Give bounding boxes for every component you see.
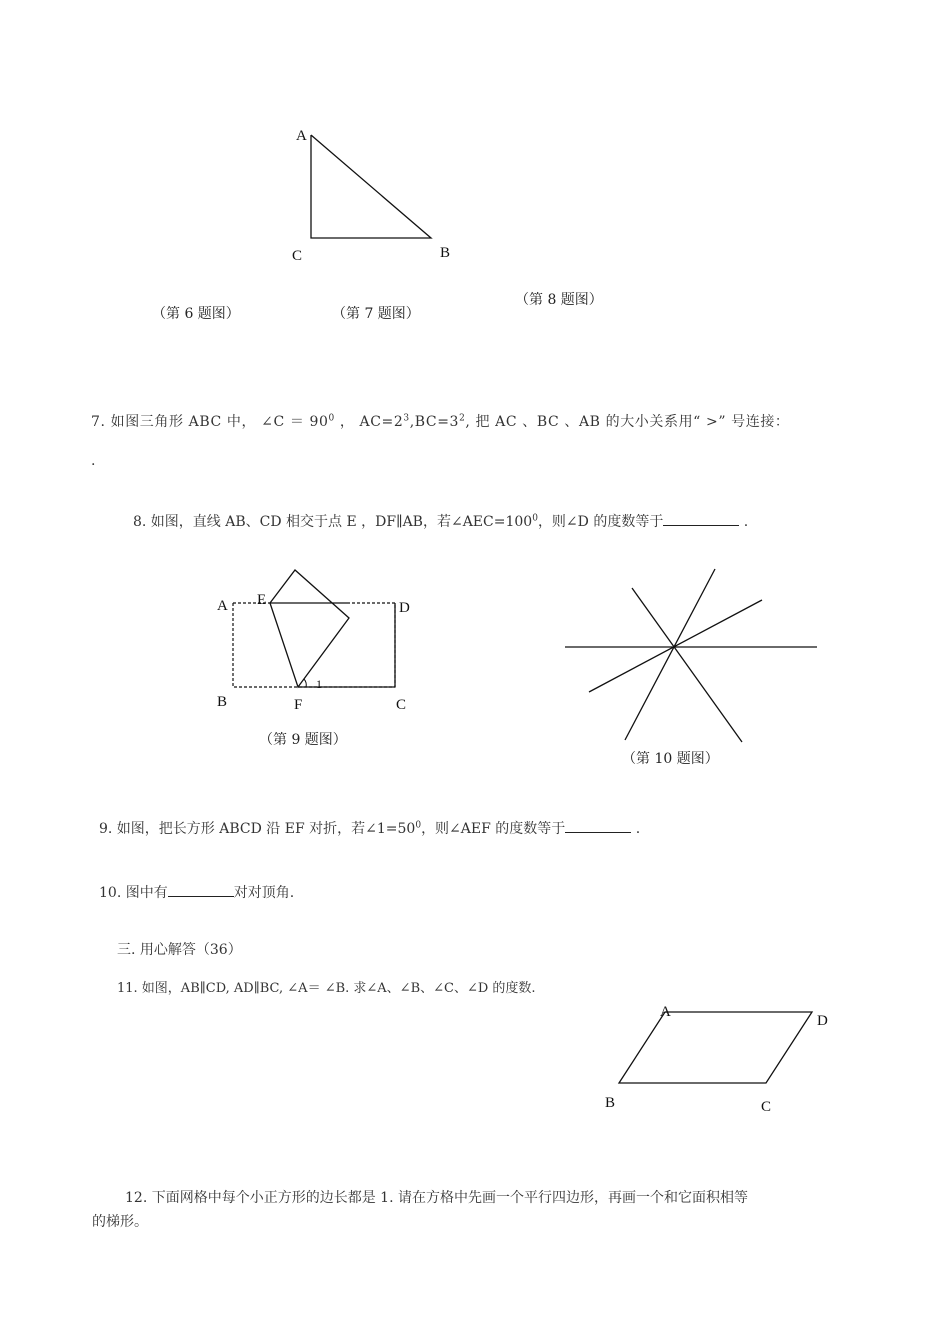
q7-text-b: ， AC=2 (334, 414, 404, 430)
q8-text-a: 8. 如图，直线 AB、CD 相交于点 E ，DF∥AB，若∠AEC=100 (133, 514, 533, 530)
triangle-abc-figure (311, 135, 431, 238)
fig7-label-b: B (440, 245, 451, 261)
question-9 (99, 818, 640, 838)
question-11: 11. 如图，AB∥CD, AD∥BC, ∠A＝ ∠B. 求∠A、∠B、∠C、∠D 的度数. (117, 981, 536, 996)
fig6-caption: （第 6 题图） (152, 306, 240, 322)
question-12-line1: 12. 下面网格中每个小正方形的边长都是 1. 请在方格中先画一个平行四边形，再画一个和它面积相等 (125, 1190, 748, 1206)
q8-answer-blank[interactable] (663, 511, 739, 526)
q8-degree: 0 (532, 513, 538, 524)
q9-answer-blank[interactable] (565, 818, 631, 833)
fig9-label-c: C (396, 697, 407, 713)
fig9-label-b: B (217, 694, 228, 710)
fig9-label-e: E (257, 592, 267, 608)
fig11-label-b: B (605, 1095, 616, 1111)
q9-text-a: 9. 如图，把长方形 ABCD 沿 EF 对折，若∠1=50 (99, 821, 416, 837)
q7-exp-bc: 2 (459, 413, 466, 424)
fig9-label-d: D (399, 600, 410, 616)
q7-text-a: 7. 如图三角形 ABC 中， ∠C ＝ 90 (91, 414, 329, 430)
q7-line2: . (91, 453, 96, 469)
folded-rectangle-figure (233, 570, 395, 687)
fig11-label-c: C (761, 1099, 772, 1115)
fig7-label-c: C (292, 248, 303, 264)
q10-text-b: 对对顶角. (233, 885, 295, 901)
q9-degree: 0 (415, 820, 422, 831)
q9-end: . (631, 821, 641, 837)
question-10 (99, 882, 294, 902)
question-12-line2: 的梯形。 (92, 1214, 148, 1230)
question-8 (133, 511, 748, 531)
fig8-caption: （第 8 题图） (515, 292, 603, 308)
question-7 (91, 411, 790, 431)
fig9-label-f: F (294, 697, 303, 713)
fig9-caption: （第 9 题图） (259, 732, 347, 748)
fig10-caption: （第 10 题图） (622, 751, 719, 767)
line-diagonal-1 (632, 588, 742, 742)
q7-degree: 0 (328, 413, 335, 424)
fig11-label-a: A (660, 1004, 671, 1020)
fig9-label-a: A (217, 598, 228, 614)
angle-1-arc (304, 679, 306, 687)
q10-text-a: 10. 图中有 (99, 885, 168, 901)
rectangle-abcd-dashed (233, 603, 395, 687)
q10-answer-blank[interactable] (168, 882, 234, 897)
fig9-angle-1-label: 1 (316, 677, 322, 691)
fig7-caption: （第 7 题图） (332, 306, 420, 322)
fig11-label-d: D (817, 1013, 828, 1029)
intersecting-lines-figure (565, 569, 817, 742)
line-diagonal-3 (589, 600, 762, 692)
line-diagonal-2 (625, 569, 715, 740)
triangle-abc (311, 135, 431, 238)
section-3-title: 三. 用心解答（36） (117, 942, 242, 958)
folded-flap (270, 570, 349, 687)
fig7-label-a: A (296, 128, 307, 144)
parallelogram-abcd (619, 1012, 812, 1083)
q7-exp-ac: 3 (403, 413, 410, 424)
parallelogram-figure (619, 1012, 812, 1083)
q7-text-c: ,BC=3 (409, 414, 460, 430)
q9-text-b: ，则∠AEF 的度数等于 (421, 821, 566, 837)
q8-end: . (739, 514, 749, 530)
q7-text-d: , 把 AC 、BC 、AB 的大小关系用“ >” 号连接： (465, 414, 790, 430)
q8-text-b: ，则∠D 的度数等于 (537, 514, 664, 530)
